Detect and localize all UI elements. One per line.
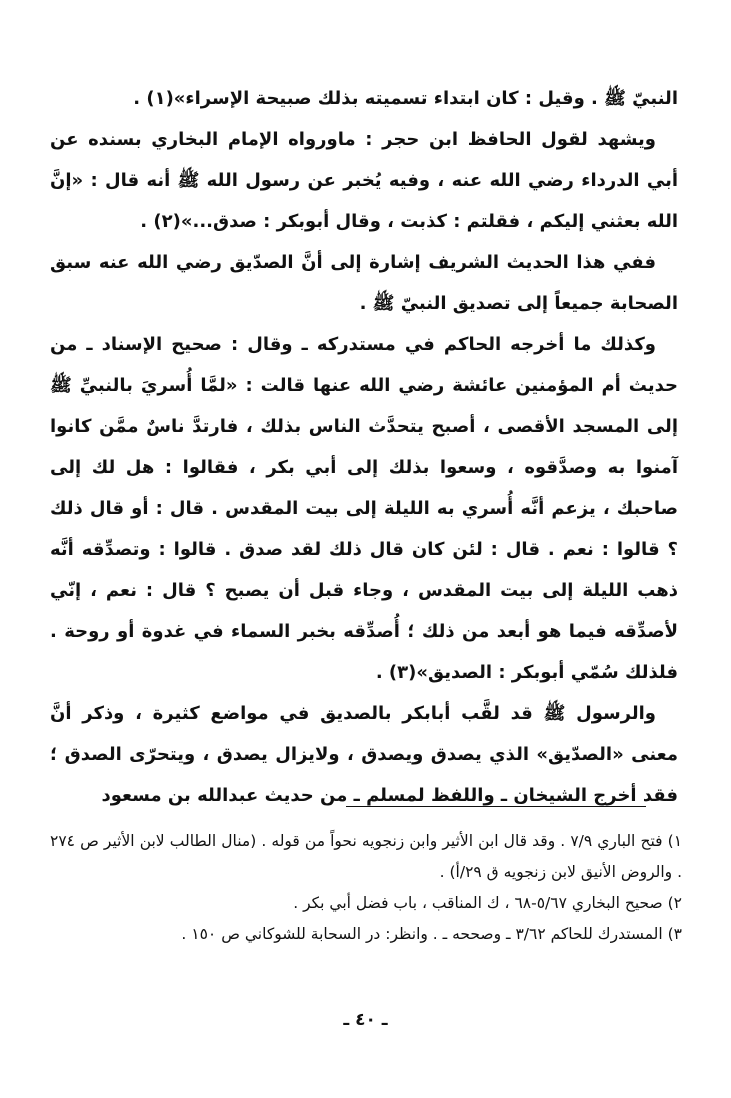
paragraph-4: وكذلك ما أخرجه الحاكم في مستدركه ـ وقال : صحيح الإسناد ـ من حديث أم المؤمنين عائشة رضي الله عنها قالت : «لمَّا أُسريَ بالنبيِّ ﷺ إلى المسجد الأقصى ، أصبح يتحدَّث الناس بذلك ، فارتدَّ ناسٌ ممَّن كانوا آمنوا به وصدَّقوه ، وسعوا بذلك إلى أبي بكر ، فقالوا : هل لك إلى صاحبك ، يزعم أنَّه أُسري به الليلة إلى بيت المقدس . قال : أو قال ذلك ؟ قالوا : نعم . قال : لئن كان قال ذلك لقد صدق . قالوا : وتصدِّقه أنَّه ذهب الليلة إلى بيت المقدس ، وجاء قبل أن يصبح ؟ قال : نعم ، إنّي لأصدِّقه فيما هو أبعد من ذلك ؛ أُصدِّقه بخبر السماء في غدوة أو روحة . فلذلك سُمّي أبوبكر : الصديق»(٣) . [50,334,678,683]
page-number: ـ ٤٠ ـ [343,1010,388,1030]
footnote-separator [346,806,646,807]
footnote-1: ١) فتح الباري ٧/٩ . وقد قال ابن الأثير وابن زنجويه نحواً من قوله . (منال الطالب لابن الأثير ص ٢٧٤ . والروض الأنيق لابن زنجويه ق ٢٩/أ) . [50,832,683,881]
main-text [50,78,678,816]
paragraph-1: النبيّ ﷺ . وقيل : كان ابتداء تسميته بذلك صبيحة الإسراء»(١) . [133,88,678,109]
paragraph-5: والرسول ﷺ قد لقَّب أبابكر بالصديق في مواضع كثيرة ، وذكر أنَّ معنى «الصدّيق» الذي يصدق ويصدق ، ولايزال يصدق ، ويتحرّى الصدق ؛ فقد أخرج الشيخان ـ واللفظ لمسلم ـ من حديث عبدالله بن مسعود [50,703,678,806]
footnote-3: ٣) المستدرك للحاكم ٣/٦٢ ـ وصححه ـ . وانظر: در السحابة للشوكاني ص ١٥٠ . [181,925,682,943]
footnote-2: ٢) صحيح البخاري ٥/٦٧-٦٨ ، ك المناقب ، باب فضل أبي بكر . [293,894,682,912]
paragraph-3: ففي هذا الحديث الشريف إشارة إلى أنَّ الصدّيق رضي الله عنه سبق الصحابة جميعاً إلى تصديق النبيّ ﷺ . [50,252,678,314]
footnotes [50,826,682,950]
paragraph-2: ويشهد لقول الحافظ ابن حجر : ماورواه الإمام البخاري بسنده عن أبي الدرداء رضي الله عنه ، وفيه يُخبر عن رسول الله ﷺ أنه قال : «إنَّ الله بعثني إليكم ، فقلتم : كذبت ، وقال أبوبكر : صدق...»(٢) . [50,129,678,232]
